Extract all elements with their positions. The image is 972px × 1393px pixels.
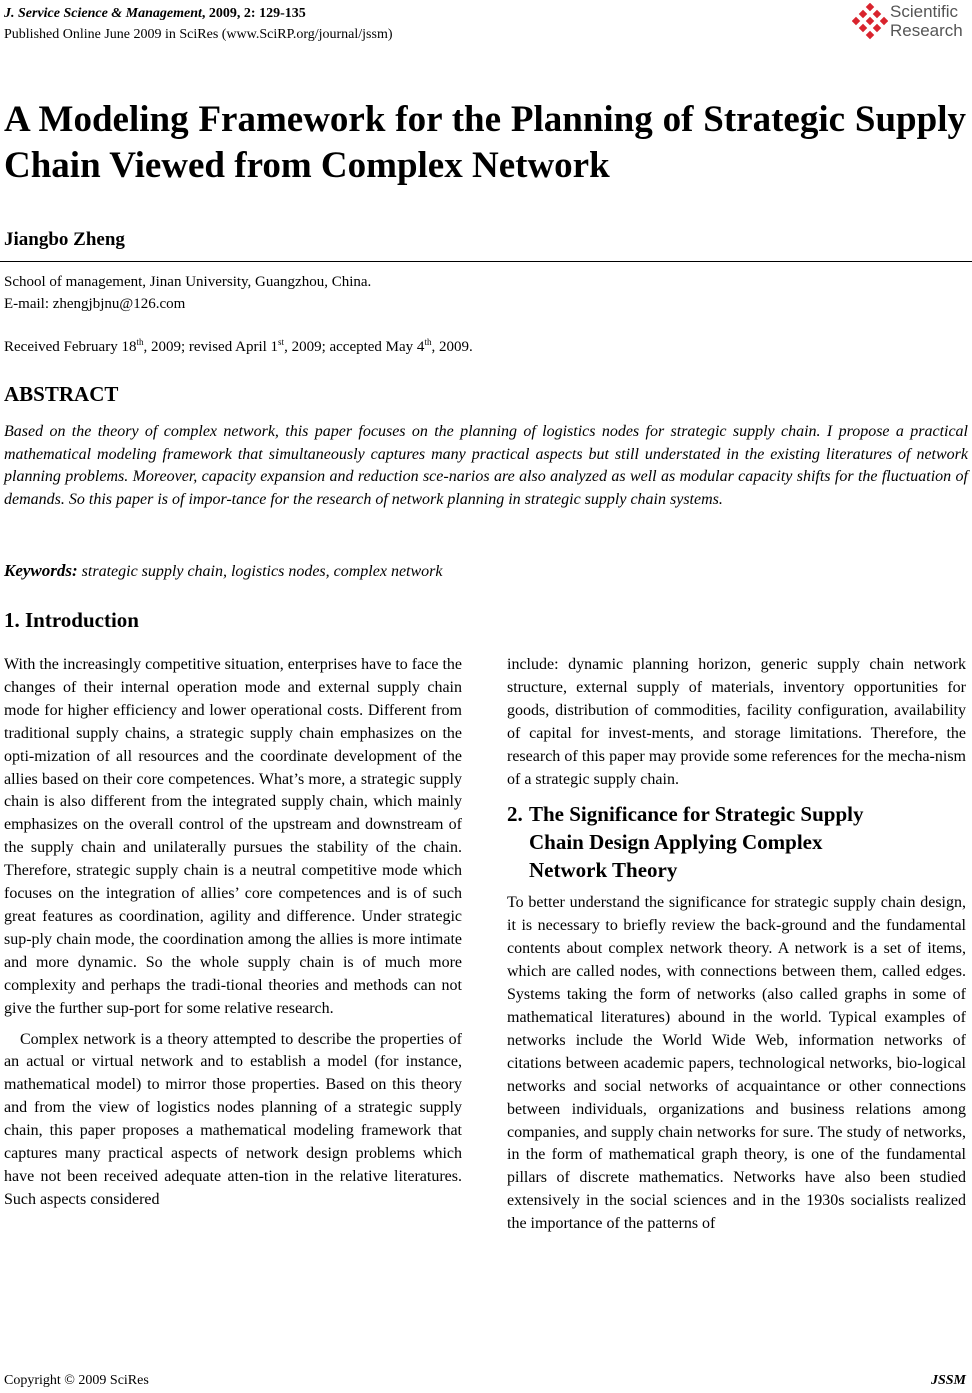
keywords-text: strategic supply chain, logistics nodes, complex network (77, 563, 443, 580)
accepted-year: , 2009. (431, 339, 473, 355)
accepted-sup: th (424, 337, 432, 347)
logo-line-2: Research (890, 21, 963, 40)
received-sup: th (136, 337, 144, 347)
footer-journal: JSSM (930, 1373, 966, 1388)
left-column (4, 654, 462, 1212)
affiliation-block (4, 271, 371, 315)
email: E-mail: zhengjbjnu@126.com (4, 296, 186, 312)
journal-volume: , 2009, 2: 129-135 (201, 6, 306, 21)
journal-name: J. Service Science & Management (4, 6, 202, 21)
journal-citation (4, 6, 306, 22)
intro-paragraph-1: With the increasingly competitive situation, enterprises have to face the changes of their internal operation mode and external supply chain mode for higher efficiency and lower operational costs. Different from traditional supply chains, a strategic supply chain emphasizes on the opti-mization of all resources and the coordinate development of the allies based on their core competences. What’s more, a strategic supply chain is also different from the integrated supply chain, which mainly emphasizes on the overall control of the upstream and downstream of the supply chain and unilaterally pursues the stability of the chain. Therefore, strategic supply chain is a neutral competitive mode which focuses on the integration of allies’ core competences and is of such great features as coordination, agility and difference. Under strategic sup-ply chain mode, the coordination among the allies is more intimate and more dynamic. So the whole supply chain is of much more complexity and perhaps the tradi-tional theories and methods can not give the further sup-port for some relative research. (4, 656, 462, 1017)
received-dates (4, 337, 473, 356)
intro-paragraph-2: Complex network is a theory attempted to describe the properties of an actual or virtual network and to establish a model (for instance, mathematical model) to mirror those properties. Based on this theory and from the view of logistics nodes planning of a strategic supply chain, this paper proposes a mathematical modeling framework that captures many practical aspects of network design problems which have not been received adequate atten-tion in the relative literatures. Such aspects considered (4, 1030, 462, 1208)
keywords-label: Keywords: (4, 561, 78, 580)
abstract-heading: ABSTRACT (4, 382, 119, 406)
revised-sup: st (278, 337, 285, 347)
section-2-title (529, 800, 863, 884)
section-1-heading: 1. Introduction (4, 608, 139, 632)
accepted-text: , 2009; accepted May 4 (284, 339, 425, 355)
affiliation: School of management, Jinan University, Guangzhou, China. (4, 274, 372, 290)
publisher-logo (852, 2, 970, 42)
publication-info: Published Online June 2009 in SciRes (www.SciRP.org/journal/jssm) (4, 27, 393, 42)
section-2-paragraph-1: To better understand the significance for strategic supply chain design, it is necessary to briefly review the back-ground and the fundamental contents about complex network theory. A network is a set of items, which are called nodes, with connections between them, called edges. Systems taking the form of networks (also called graphs in some of mathematical literatures) abound in the world. Typical examples of networks include the World Wide Web, information networks of citations between academic papers, technological networks, bio-logical networks and social networks of acquaintance or other connections between individuals, organizations and business relations among companies, and supply chain networks for sure. The study of networks, in the form of mathematical graph theory, is one of the fundamental pillars of discrete mathematics. Networks have also been studied extensively in the social sciences and in the 1930s socialists realized the importance of the patterns of (507, 894, 966, 1233)
received-text: Received February 18 (4, 339, 137, 355)
logo-text (890, 2, 963, 40)
paper-title: A Modeling Framework for the Planning of Strategic Supply Chain Viewed from Complex Network (4, 99, 966, 186)
intro-paragraph-3: include: dynamic planning horizon, generic supply chain network structure, external supply of materials, inventory opportunities for goods, distribution of commodities, facility configuration, availability of capital for invest-ments, and storage limitations. Therefore, the research of this paper may provide some references for the mecha-nism of a strategic supply chain. (507, 656, 966, 788)
section-2-title-line-2: Chain Design Applying Complex (529, 830, 823, 855)
section-2-title-line-3: Network Theory (529, 858, 678, 883)
diamond-logo-icon (852, 3, 888, 41)
section-2-number: 2. (507, 802, 523, 827)
section-2-title-line-1: The Significance for Strategic Supply (529, 802, 864, 827)
section-2-heading (507, 800, 966, 884)
author-name: Jiangbo Zheng (4, 229, 125, 250)
revised-text: , 2009; revised April 1 (143, 339, 279, 355)
abstract-body: Based on the theory of complex network, this paper focuses on the planning of logistics nodes for strategic supply chain. I propose a practical mathematical modeling framework that simultaneously captures many practical aspects but still understated in the existing literatures of network planning problems. Moreover, capacity expansion and reduction sce-narios are also analyzed as well as modular capacity shifts for the fluctuation of demands. So this paper is of impor-tance for the research of network planning in strategic supply chain systems. (4, 423, 968, 508)
right-column (507, 654, 966, 1236)
logo-line-1: Scientific (890, 2, 959, 21)
footer-copyright: Copyright © 2009 SciRes (4, 1373, 149, 1388)
divider (0, 261, 972, 262)
keywords (4, 561, 443, 581)
